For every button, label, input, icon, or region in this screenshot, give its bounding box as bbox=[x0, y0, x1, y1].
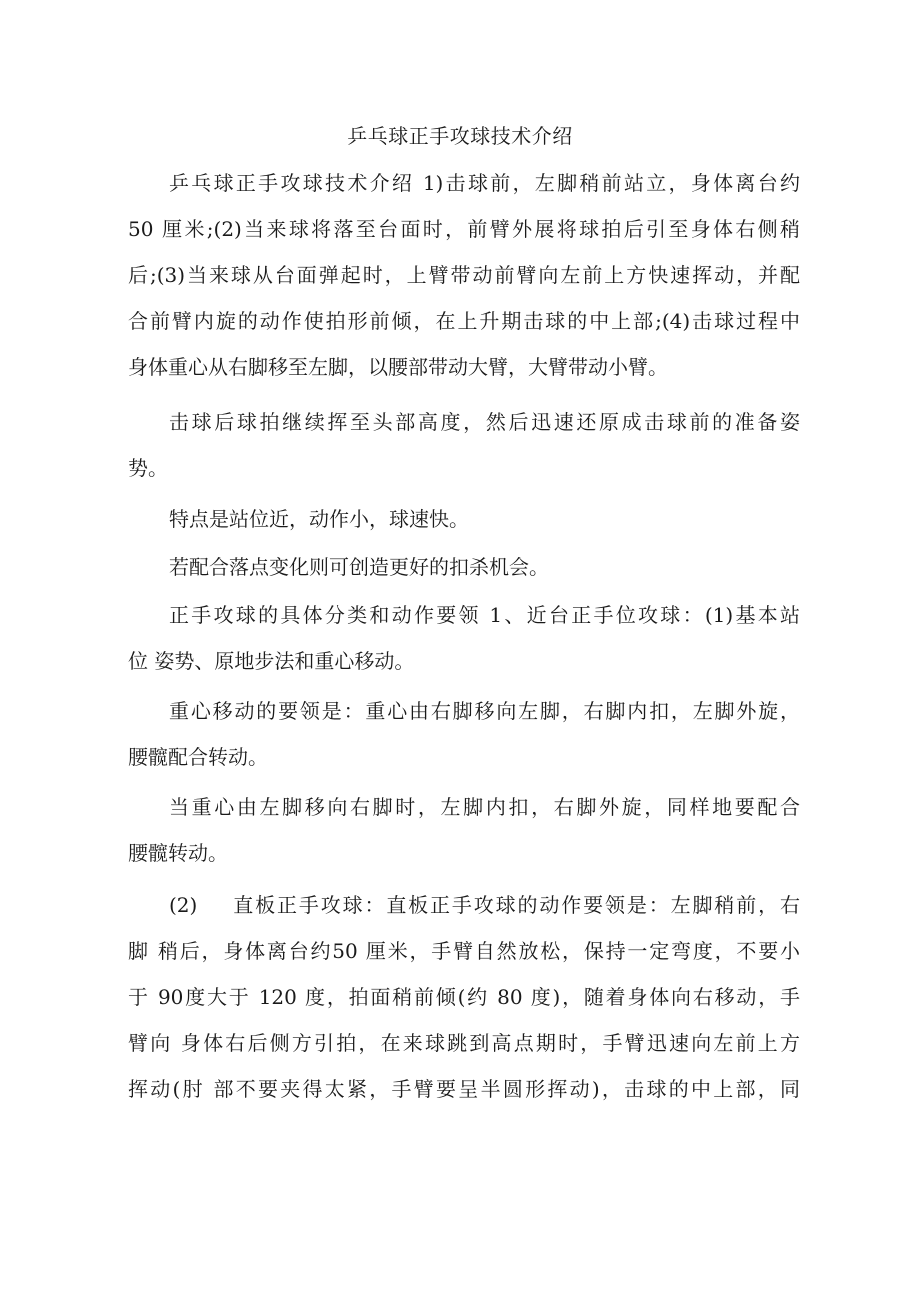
paragraph-1 bbox=[128, 160, 800, 390]
paragraph-3 bbox=[128, 496, 800, 542]
text-line: 正手攻球的具体分类和动作要领 1、近台正手位攻球：(1)基本站 bbox=[169, 603, 800, 627]
text-line: 臂向 身体右后侧方引拍，在来球跳到高点期时，手臂迅速向左前上方 bbox=[128, 1031, 800, 1055]
text-line: 乒乓球正手攻球技术介绍 1)击球前，左脚稍前站立，身体离台约 bbox=[169, 171, 800, 195]
text-line: 合前臂内旋的动作使拍形前倾，在上升期击球的中上部;(4)击球过程中 bbox=[128, 309, 800, 333]
paragraph-5 bbox=[128, 592, 800, 684]
text-line: 50 厘米;(2)当来球将落至台面时，前臂外展将球拍后引至身体右侧稍 bbox=[128, 217, 800, 241]
paragraph-8 bbox=[128, 882, 800, 1112]
text-line: 位 姿势、原地步法和重心移动。 bbox=[128, 649, 415, 673]
text-line: 身体重心从右脚移至左脚，以腰部带动大臂，大臂带动小臂。 bbox=[128, 355, 668, 379]
text-line bbox=[128, 882, 800, 928]
text-line: 脚 稍后，身体离台约50 厘米，手臂自然放松，保持一定弯度，不要小 bbox=[128, 939, 800, 963]
text-line: 挥动(肘 部不要夹得太紧，手臂要呈半圆形挥动)，击球的中上部，同 bbox=[128, 1077, 800, 1101]
text-line: 特点是站位近，动作小，球速快。 bbox=[169, 507, 469, 531]
paragraph-2 bbox=[128, 399, 800, 491]
paragraph-4 bbox=[128, 544, 800, 590]
text-line: 后;(3)当来球从台面弹起时，上臂带动前臂向左前上方快速挥动，并配 bbox=[128, 263, 800, 287]
paragraph-7 bbox=[128, 784, 800, 876]
text-line: 于 90度大于 120 度，拍面稍前倾(约 80 度)，随着身体向右移动，手 bbox=[128, 985, 800, 1009]
paragraph-6 bbox=[128, 688, 800, 780]
text-line: 若配合落点变化则可创造更好的扣杀机会。 bbox=[169, 555, 549, 579]
text-line: 势。 bbox=[128, 456, 168, 480]
text-line: 腰髋转动。 bbox=[128, 841, 228, 865]
document-title: 乒乓球正手攻球技术介绍 bbox=[347, 124, 573, 148]
text-line: 重心移动的要领是：重心由右脚移向左脚，右脚内扣，左脚外旋， bbox=[169, 699, 800, 723]
text-line: 腰髋配合转动。 bbox=[128, 745, 268, 769]
text-line: 击球后球拍继续挥至头部高度，然后迅速还原成击球前的准备姿 bbox=[169, 410, 800, 434]
text-line: 当重心由左脚移向右脚时，左脚内扣，右脚外旋，同样地要配合 bbox=[169, 795, 800, 819]
item-text: 直板正手攻球：直板正手攻球的动作要领是：左脚稍前，右 bbox=[231, 893, 800, 917]
item-number: (2) bbox=[169, 893, 198, 917]
